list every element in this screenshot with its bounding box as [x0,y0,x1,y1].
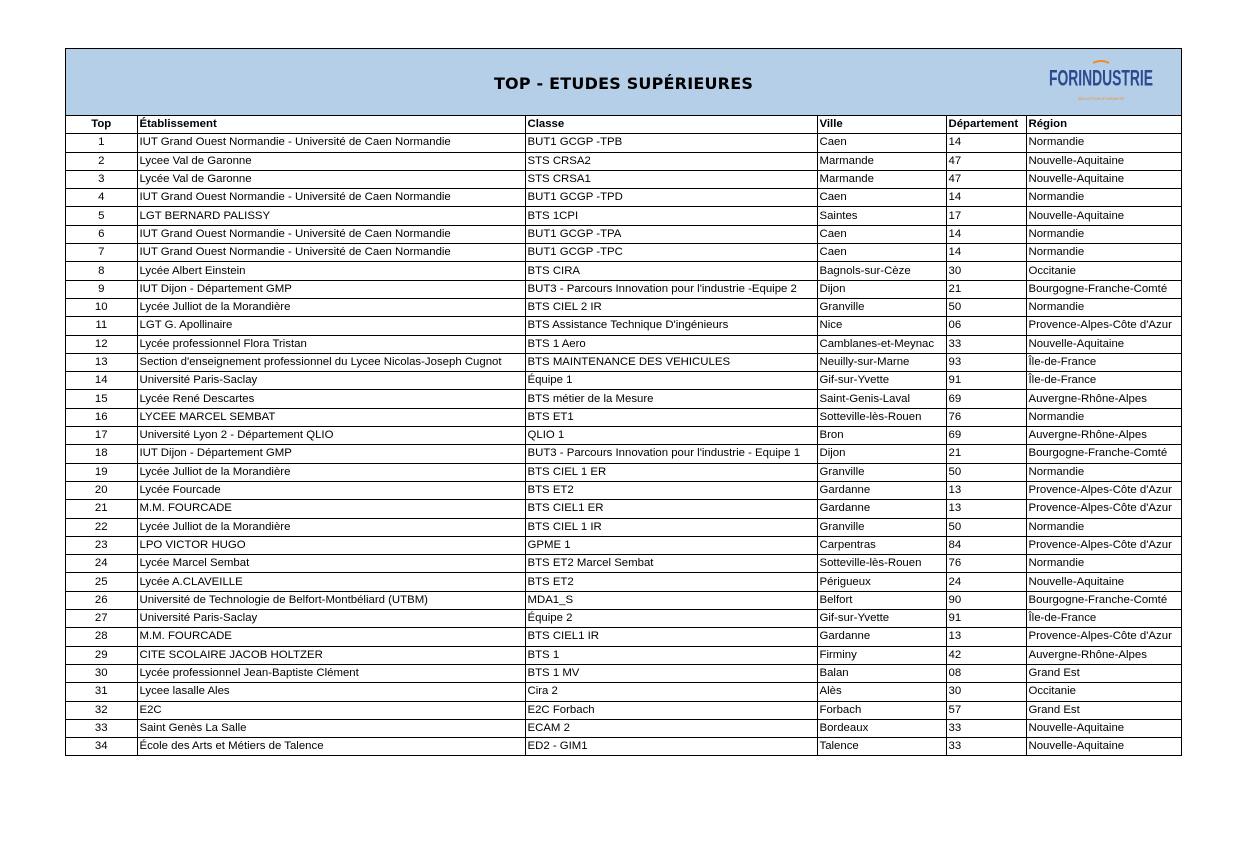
table-row [66,664,1181,682]
class-cell: BTS CIEL 1 IR [525,518,817,536]
class-cell: Équipe 1 [525,372,817,390]
rank-cell: 1 [66,134,137,152]
rank-cell: 21 [66,500,137,518]
rank-cell: 31 [66,683,137,701]
class-cell: MDA1_S [525,591,817,609]
city-cell: Bagnols-sur-Cèze [817,262,946,280]
department-cell: 33 [946,719,1026,737]
region-cell: Normandie [1026,555,1181,573]
table-row [66,353,1181,371]
table-row [66,390,1181,408]
city-cell: Caen [817,244,946,262]
class-cell: BTS 1 MV [525,664,817,682]
table-row [66,427,1181,445]
city-cell: Caen [817,189,946,207]
department-cell: 69 [946,390,1026,408]
city-cell: Balan [817,664,946,682]
establishment-cell: Lycée Val de Garonne [137,170,525,188]
svg-text:FORINDUSTRIE: FORINDUSTRIE [1049,66,1153,92]
table-row [66,481,1181,499]
class-cell: BTS CIEL 1 ER [525,463,817,481]
rank-cell: 34 [66,738,137,756]
city-cell: Caen [817,134,946,152]
region-cell: Grand Est [1026,664,1181,682]
department-cell: 47 [946,170,1026,188]
establishment-cell: LGT BERNARD PALISSY [137,207,525,225]
establishment-cell: IUT Grand Ouest Normandie - Université de Caen Normandie [137,244,525,262]
department-cell: 42 [946,646,1026,664]
class-cell: Équipe 2 [525,610,817,628]
rank-cell: 16 [66,408,137,426]
city-cell: Firminy [817,646,946,664]
region-cell: Normandie [1026,134,1181,152]
department-cell: 91 [946,610,1026,628]
rank-cell: 7 [66,244,137,262]
rank-cell: 9 [66,280,137,298]
department-cell: 33 [946,335,1026,353]
rank-cell: 20 [66,481,137,499]
department-cell: 50 [946,518,1026,536]
table-row [66,408,1181,426]
city-cell: Camblanes-et-Meynac [817,335,946,353]
rank-cell: 12 [66,335,137,353]
class-cell: GPME 1 [525,536,817,554]
title-banner [66,49,1181,116]
table-row [66,591,1181,609]
department-cell: 93 [946,353,1026,371]
class-cell: Cira 2 [525,683,817,701]
department-cell: 06 [946,317,1026,335]
rank-cell: 22 [66,518,137,536]
city-cell: Belfort [817,591,946,609]
column-header: Région [1026,116,1181,134]
table-row [66,280,1181,298]
establishment-cell: IUT Grand Ouest Normandie - Université de Caen Normandie [137,189,525,207]
establishment-cell: Saint Genès La Salle [137,719,525,737]
column-header: Établissement [137,116,525,134]
city-cell: Caen [817,225,946,243]
class-cell: BUT1 GCGP -TPA [525,225,817,243]
region-cell: Nouvelle-Aquitaine [1026,738,1181,756]
department-cell: 14 [946,244,1026,262]
rank-cell: 30 [66,664,137,682]
region-cell: Bourgogne-Franche-Comté [1026,280,1181,298]
table-row [66,152,1181,170]
department-cell: 21 [946,445,1026,463]
city-cell: Nice [817,317,946,335]
city-cell: Talence [817,738,946,756]
class-cell: BTS CIEL1 IR [525,628,817,646]
region-cell: Bourgogne-Franche-Comté [1026,591,1181,609]
table-row [66,518,1181,536]
region-cell: Provence-Alpes-Côte d'Azur [1026,481,1181,499]
city-cell: Carpentras [817,536,946,554]
establishment-cell: E2C [137,701,525,719]
rank-cell: 29 [66,646,137,664]
region-cell: Occitanie [1026,262,1181,280]
table-row [66,244,1181,262]
department-cell: 17 [946,207,1026,225]
class-cell: ECAM 2 [525,719,817,737]
rank-cell: 26 [66,591,137,609]
table-row [66,683,1181,701]
department-cell: 33 [946,738,1026,756]
rank-cell: 25 [66,573,137,591]
city-cell: Bordeaux [817,719,946,737]
region-cell: Île-de-France [1026,372,1181,390]
department-cell: 76 [946,408,1026,426]
establishment-cell: Lycée A.CLAVEILLE [137,573,525,591]
city-cell: Gardanne [817,500,946,518]
city-cell: Forbach [817,701,946,719]
city-cell: Gardanne [817,628,946,646]
establishment-cell: Lycee lasalle Ales [137,683,525,701]
class-cell: BTS ET2 [525,481,817,499]
table-row [66,463,1181,481]
establishment-cell: Lycée professionnel Flora Tristan [137,335,525,353]
department-cell: 14 [946,225,1026,243]
table-body [66,134,1181,756]
table-row [66,225,1181,243]
city-cell: Gif-sur-Yvette [817,372,946,390]
establishment-cell: Lycée Julliot de la Morandière [137,298,525,316]
department-cell: 24 [946,573,1026,591]
class-cell: BTS ET2 [525,573,817,591]
class-cell: BTS CIEL1 ER [525,500,817,518]
establishment-cell: M.M. FOURCADE [137,628,525,646]
rank-cell: 28 [66,628,137,646]
rank-cell: 13 [66,353,137,371]
department-cell: 76 [946,555,1026,573]
column-header: Top [66,116,137,134]
region-cell: Provence-Alpes-Côte d'Azur [1026,628,1181,646]
table-row [66,207,1181,225]
city-cell: Dijon [817,445,946,463]
region-cell: Normandie [1026,463,1181,481]
table-row [66,719,1181,737]
establishment-cell: Lycée Fourcade [137,481,525,499]
ranking-sheet [65,48,1182,756]
department-cell: 14 [946,189,1026,207]
establishment-cell: Lycée professionnel Jean-Baptiste Clément [137,664,525,682]
region-cell: Nouvelle-Aquitaine [1026,335,1181,353]
department-cell: 50 [946,463,1026,481]
rank-cell: 23 [66,536,137,554]
table-row [66,536,1181,554]
department-cell: 21 [946,280,1026,298]
table-header-row [66,116,1181,134]
class-cell: QLIO 1 [525,427,817,445]
class-cell: BTS CIRA [525,262,817,280]
rank-cell: 4 [66,189,137,207]
department-cell: 14 [946,134,1026,152]
region-cell: Provence-Alpes-Côte d'Azur [1026,536,1181,554]
region-cell: Auvergne-Rhône-Alpes [1026,646,1181,664]
rank-cell: 15 [66,390,137,408]
class-cell: BTS ET2 Marcel Sembat [525,555,817,573]
rank-cell: 27 [66,610,137,628]
table-row [66,170,1181,188]
establishment-cell: Université Lyon 2 - Département QLIO [137,427,525,445]
region-cell: Normandie [1026,518,1181,536]
class-cell: BUT1 GCGP -TPC [525,244,817,262]
rank-cell: 2 [66,152,137,170]
department-cell: 08 [946,664,1026,682]
department-cell: 50 [946,298,1026,316]
table-row [66,317,1181,335]
rank-cell: 14 [66,372,137,390]
establishment-cell: LGT G. Apollinaire [137,317,525,335]
establishment-cell: LYCEE MARCEL SEMBAT [137,408,525,426]
establishment-cell: IUT Dijon - Département GMP [137,445,525,463]
region-cell: Normandie [1026,408,1181,426]
rank-cell: 19 [66,463,137,481]
region-cell: Nouvelle-Aquitaine [1026,573,1181,591]
class-cell: BTS Assistance Technique D'ingénieurs [525,317,817,335]
department-cell: 13 [946,481,1026,499]
region-cell: Normandie [1026,189,1181,207]
class-cell: BUT1 GCGP -TPB [525,134,817,152]
department-cell: 69 [946,427,1026,445]
city-cell: Saintes [817,207,946,225]
establishment-cell: IUT Grand Ouest Normandie - Université de Caen Normandie [137,225,525,243]
establishment-cell: IUT Dijon - Département GMP [137,280,525,298]
department-cell: 30 [946,262,1026,280]
rank-cell: 5 [66,207,137,225]
forindustrie-logo [1045,57,1157,107]
class-cell: STS CRSA2 [525,152,817,170]
department-cell: 84 [946,536,1026,554]
class-cell: BTS 1 Aero [525,335,817,353]
region-cell: Nouvelle-Aquitaine [1026,207,1181,225]
table-row [66,262,1181,280]
column-header: Classe [525,116,817,134]
class-cell: E2C Forbach [525,701,817,719]
rank-cell: 32 [66,701,137,719]
establishment-cell: Lycée Julliot de la Morandière [137,463,525,481]
class-cell: BTS 1CPI [525,207,817,225]
column-header: Ville [817,116,946,134]
department-cell: 47 [946,152,1026,170]
region-cell: Normandie [1026,244,1181,262]
establishment-cell: CITE SCOLAIRE JACOB HOLTZER [137,646,525,664]
page-title: TOP - ETUDES SUPÉRIEURES [493,74,754,93]
region-cell: Normandie [1026,225,1181,243]
table-row [66,500,1181,518]
establishment-cell: Université Paris-Saclay [137,610,525,628]
table-row [66,445,1181,463]
region-cell: Nouvelle-Aquitaine [1026,719,1181,737]
city-cell: Granville [817,518,946,536]
city-cell: Gif-sur-Yvette [817,610,946,628]
table-row [66,628,1181,646]
department-cell: 57 [946,701,1026,719]
class-cell: BUT3 - Parcours Innovation pour l'industrie -Equipe 2 [525,280,817,298]
table-row [66,335,1181,353]
table-row [66,189,1181,207]
svg-text:SÉLECTION ETUDIANTE: SÉLECTION ETUDIANTE [1077,96,1125,101]
region-cell: Occitanie [1026,683,1181,701]
region-cell: Nouvelle-Aquitaine [1026,170,1181,188]
establishment-cell: École des Arts et Métiers de Talence [137,738,525,756]
rank-cell: 24 [66,555,137,573]
region-cell: Provence-Alpes-Côte d'Azur [1026,500,1181,518]
region-cell: Nouvelle-Aquitaine [1026,152,1181,170]
city-cell: Granville [817,298,946,316]
class-cell: STS CRSA1 [525,170,817,188]
rank-cell: 11 [66,317,137,335]
city-cell: Bron [817,427,946,445]
rank-cell: 17 [66,427,137,445]
ranking-table [66,116,1181,755]
rank-cell: 8 [66,262,137,280]
establishment-cell: Lycée René Descartes [137,390,525,408]
table-row [66,646,1181,664]
city-cell: Dijon [817,280,946,298]
establishment-cell: Université de Technologie de Belfort-Montbéliard (UTBM) [137,591,525,609]
class-cell: BTS ET1 [525,408,817,426]
rank-cell: 33 [66,719,137,737]
region-cell: Grand Est [1026,701,1181,719]
region-cell: Auvergne-Rhône-Alpes [1026,427,1181,445]
region-cell: Bourgogne-Franche-Comté [1026,445,1181,463]
establishment-cell: Lycée Marcel Sembat [137,555,525,573]
table-row [66,701,1181,719]
table-row [66,134,1181,152]
table-row [66,555,1181,573]
city-cell: Gardanne [817,481,946,499]
establishment-cell: Lycée Julliot de la Morandière [137,518,525,536]
department-cell: 13 [946,628,1026,646]
city-cell: Alès [817,683,946,701]
region-cell: Auvergne-Rhône-Alpes [1026,390,1181,408]
class-cell: BUT1 GCGP -TPD [525,189,817,207]
table-row [66,573,1181,591]
city-cell: Neuilly-sur-Marne [817,353,946,371]
table-row [66,738,1181,756]
column-header: Département [946,116,1026,134]
class-cell: BUT3 - Parcours Innovation pour l'industrie - Equipe 1 [525,445,817,463]
rank-cell: 10 [66,298,137,316]
establishment-cell: LPO VICTOR HUGO [137,536,525,554]
table-row [66,610,1181,628]
department-cell: 90 [946,591,1026,609]
establishment-cell: Lycee Val de Garonne [137,152,525,170]
table-row [66,298,1181,316]
region-cell: Île-de-France [1026,353,1181,371]
rank-cell: 6 [66,225,137,243]
city-cell: Marmande [817,170,946,188]
class-cell: ED2 - GIM1 [525,738,817,756]
city-cell: Granville [817,463,946,481]
city-cell: Sotteville-lès-Rouen [817,555,946,573]
class-cell: BTS métier de la Mesure [525,390,817,408]
table-row [66,372,1181,390]
city-cell: Saint-Genis-Laval [817,390,946,408]
class-cell: BTS 1 [525,646,817,664]
region-cell: Normandie [1026,298,1181,316]
establishment-cell: IUT Grand Ouest Normandie - Université de Caen Normandie [137,134,525,152]
rank-cell: 3 [66,170,137,188]
class-cell: BTS CIEL 2 IR [525,298,817,316]
department-cell: 91 [946,372,1026,390]
city-cell: Périgueux [817,573,946,591]
department-cell: 30 [946,683,1026,701]
region-cell: Provence-Alpes-Côte d'Azur [1026,317,1181,335]
rank-cell: 18 [66,445,137,463]
class-cell: BTS MAINTENANCE DES VEHICULES [525,353,817,371]
establishment-cell: M.M. FOURCADE [137,500,525,518]
region-cell: Île-de-France [1026,610,1181,628]
establishment-cell: Lycée Albert Einstein [137,262,525,280]
establishment-cell: Section d'enseignement professionnel du Lycee Nicolas-Joseph Cugnot [137,353,525,371]
city-cell: Marmande [817,152,946,170]
city-cell: Sotteville-lès-Rouen [817,408,946,426]
department-cell: 13 [946,500,1026,518]
establishment-cell: Université Paris-Saclay [137,372,525,390]
